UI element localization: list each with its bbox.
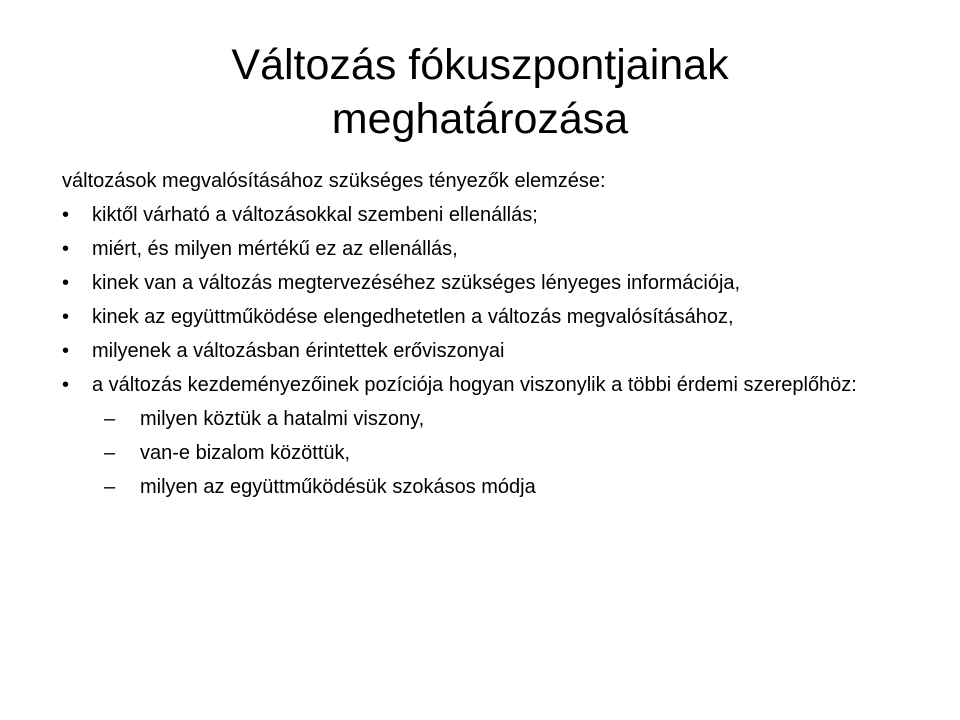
dash-icon: – bbox=[104, 442, 116, 464]
bullet-item bbox=[62, 272, 922, 294]
bullet-icon: • bbox=[62, 272, 70, 294]
bullet-icon: • bbox=[62, 306, 70, 328]
sub-bullet-item bbox=[62, 408, 922, 430]
bullet-text: kinek van a változás megtervezéséhez szükséges lényeges információja, bbox=[92, 272, 741, 294]
bullet-item bbox=[62, 204, 922, 226]
bullet-text: milyenek a változásban érintettek erőviszonyai bbox=[92, 340, 505, 362]
bullet-icon: • bbox=[62, 204, 70, 226]
title-line: Változás fókuszpontjainak bbox=[231, 41, 729, 89]
sub-bullet-text: van-e bizalom közöttük, bbox=[140, 442, 351, 464]
bullet-item bbox=[62, 238, 922, 260]
bullet-icon: • bbox=[62, 238, 70, 260]
bullet-text: kiktől várható a változásokkal szembeni ellenállás; bbox=[92, 204, 538, 226]
sub-bullet-text: milyen köztük a hatalmi viszony, bbox=[140, 408, 425, 430]
bullet-item bbox=[62, 306, 922, 328]
intro-text: változások megvalósításához szükséges tényezők elemzése: bbox=[62, 170, 606, 192]
slide-title bbox=[100, 38, 860, 146]
bullet-item bbox=[62, 340, 922, 362]
bullet-text: kinek az együttműködése elengedhetetlen a változás megvalósításához, bbox=[92, 306, 734, 328]
dash-icon: – bbox=[104, 408, 116, 430]
dash-icon: – bbox=[104, 476, 116, 498]
sub-bullet-text: milyen az együttműködésük szokásos módja bbox=[140, 476, 536, 498]
bullet-icon: • bbox=[62, 340, 70, 362]
title-line: meghatározása bbox=[331, 95, 629, 143]
bullet-icon: • bbox=[62, 374, 70, 396]
sub-bullet-item bbox=[62, 442, 922, 464]
bullet-text: miért, és milyen mértékű ez az ellenállás, bbox=[92, 238, 458, 260]
sub-bullet-list bbox=[62, 408, 922, 498]
bullet-text: a változás kezdeményezőinek pozíciója hogyan viszonylik a többi érdemi szereplőhöz: bbox=[92, 374, 857, 396]
bullet-item bbox=[62, 374, 922, 396]
sub-bullet-item bbox=[62, 476, 922, 498]
slide-body bbox=[62, 170, 922, 510]
bullet-list bbox=[62, 204, 922, 396]
